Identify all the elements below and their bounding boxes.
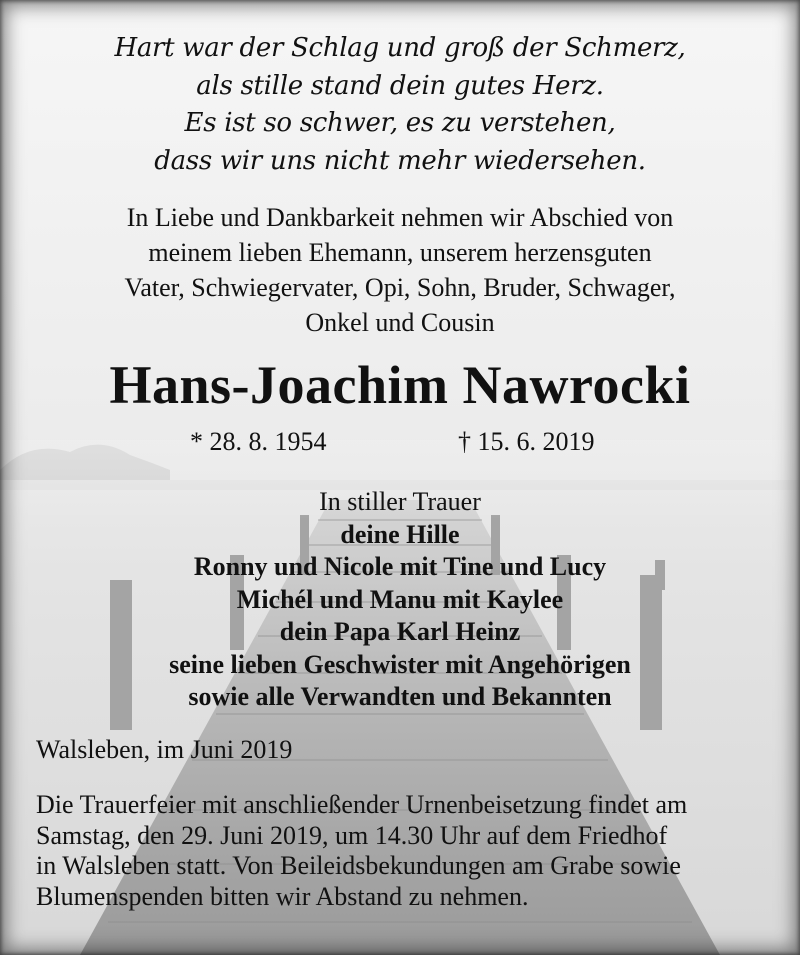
poem-line: Es ist so schwer, es zu verstehen,: [184, 108, 616, 138]
intro-line: In Liebe und Dankbarkeit nehmen wir Abschied von: [126, 203, 674, 232]
poem-line: als stille stand dein gutes Herz.: [196, 70, 604, 101]
mourner-line: seine lieben Geschwister mit Angehörigen: [169, 649, 631, 679]
place-and-date: Walsleben, im Juni 2019: [36, 735, 293, 764]
poem-line: Hart war der Schlag und groß der Schmerz,: [114, 33, 686, 63]
mourner-line: sowie alle Verwandten und Bekannten: [188, 682, 612, 711]
ceremony-line: Blumenspenden bitten wir Abstand zu nehmen.: [36, 881, 529, 911]
mourners-heading: In stiller Trauer: [319, 487, 481, 516]
poem-line: dass wir uns nicht mehr wiedersehen.: [154, 145, 646, 176]
intro-line: Onkel und Cousin: [305, 308, 495, 337]
mourner-line: dein Papa Karl Heinz: [279, 617, 521, 646]
intro-line: Vater, Schwiegervater, Opi, Sohn, Bruder, Schwager,: [124, 273, 676, 302]
intro-line: meinem lieben Ehemann, unserem herzensguten: [148, 238, 652, 267]
mourner-line: Michél und Manu mit Kaylee: [236, 584, 564, 614]
funeral-details: [36, 790, 687, 912]
ceremony-line: Die Trauerfeier mit anschließender Urnenbeisetzung findet am: [36, 790, 688, 819]
mourner-line: Ronny und Nicole mit Tine und Lucy: [193, 552, 607, 581]
farewell-intro: [0, 200, 800, 340]
mourner-line: deine Hille: [340, 519, 460, 549]
birth-date: * 28. 8. 1954: [190, 427, 327, 456]
ceremony-line: Samstag, den 29. Juni 2019, um 14.30 Uhr auf dem Friedhof: [36, 820, 668, 850]
ceremony-line: in Walsleben statt. Von Beileidsbekundungen am Grabe sowie: [36, 851, 681, 880]
death-date: † 15. 6. 2019: [458, 427, 595, 456]
mourners-list: [0, 486, 800, 714]
deceased-name: Hans-Joachim Nawrocki: [109, 355, 691, 415]
poem: [0, 30, 800, 180]
